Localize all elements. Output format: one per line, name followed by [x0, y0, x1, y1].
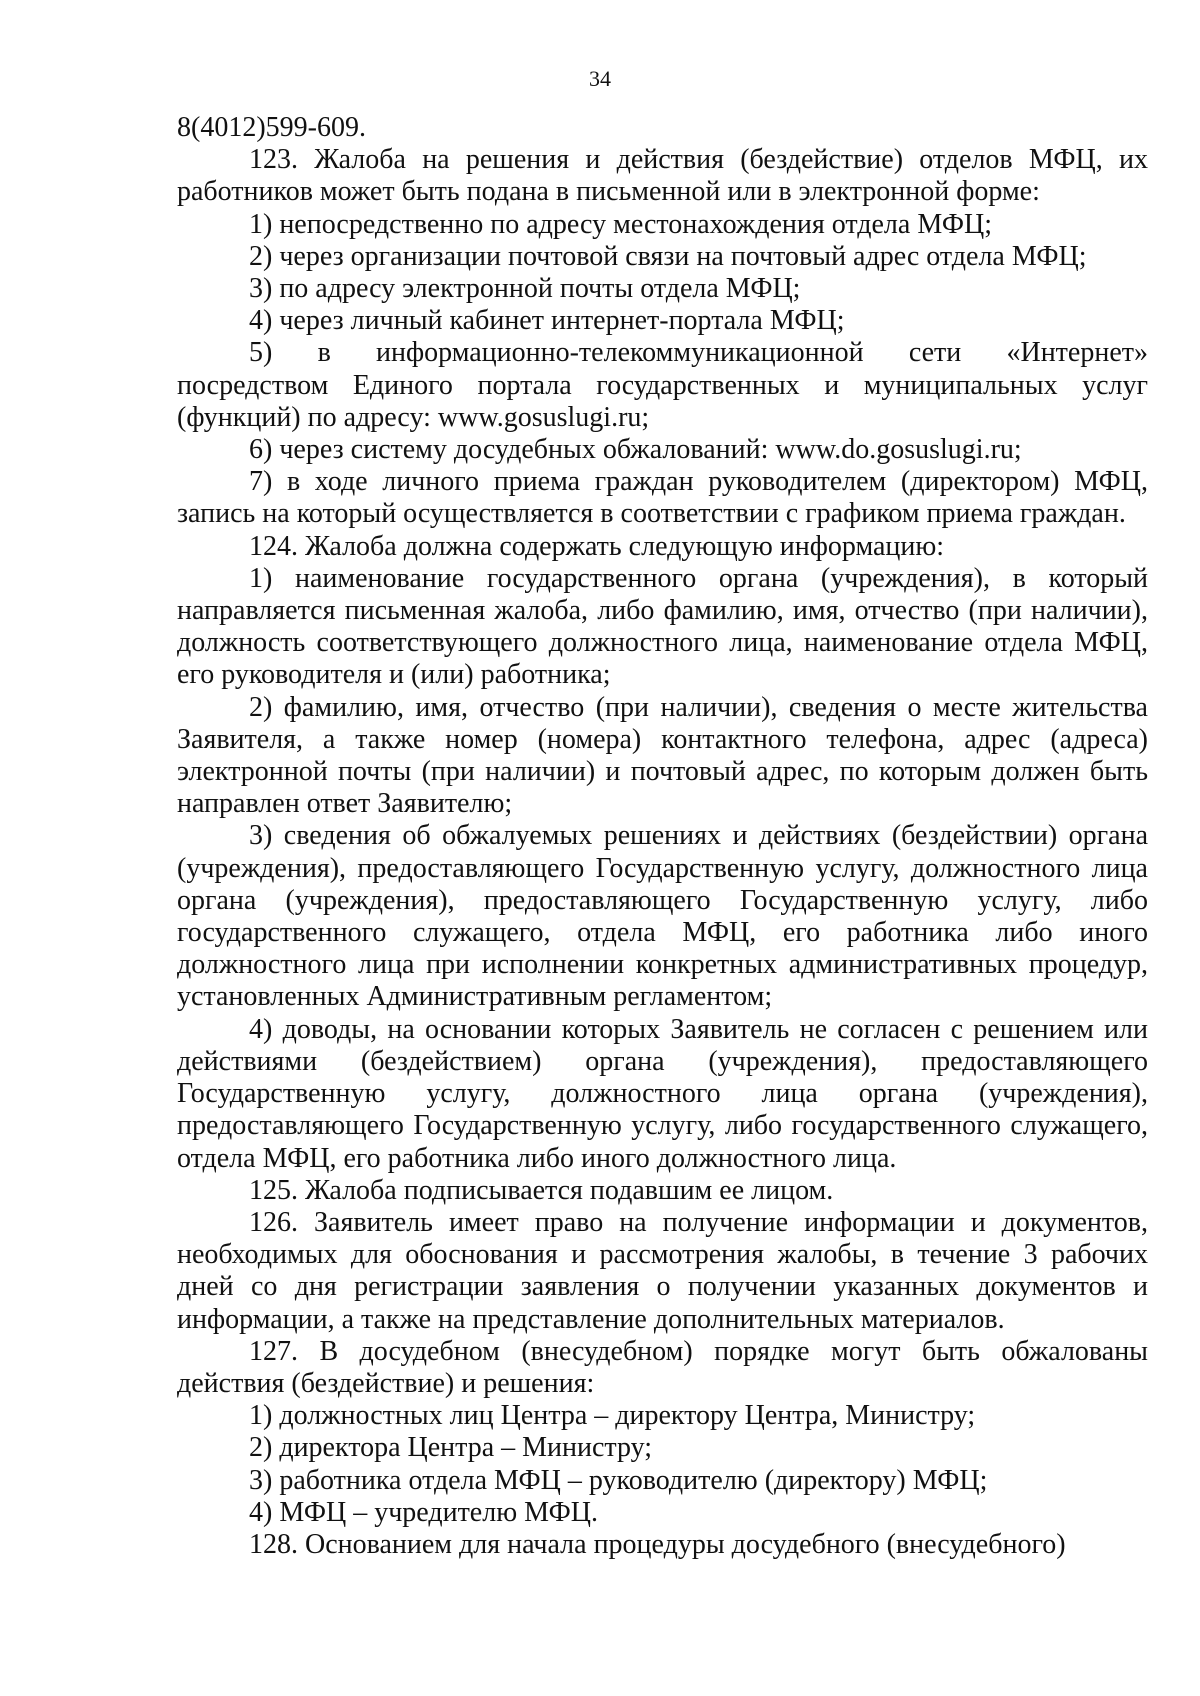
paragraph-125: 125. Жалоба подписывается подавшим ее лицом.	[249, 1174, 834, 1206]
list-item-127-1: 1) должностных лиц Центра – директору Центра, Министру;	[249, 1400, 976, 1432]
paragraph-128: 128. Основанием для начала процедуры досудебного (внесудебного)	[249, 1528, 1066, 1560]
list-item-124-4: 4) доводы, на основании которых Заявитель не согласен с решением или действиями (бездействием) органа (учреждения), предоставляющего Государственную услугу, должностного лица органа (учреждения), предоставляющего Государственную услугу, либо государственного служащего, отдела МФЦ, его работника либо иного должностного лица.	[177, 1013, 1148, 1174]
list-item-127-3: 3) работника отдела МФЦ – руководителю (директору) МФЦ;	[249, 1464, 988, 1496]
list-item-127-2: 2) директора Центра – Министру;	[249, 1432, 653, 1464]
list-item-123-1: 1) непосредственно по адресу местонахождения отдела МФЦ;	[249, 208, 992, 240]
paragraph-126: 126. Заявитель имеет право на получение информации и документов, необходимых для обоснования и рассмотрения жалобы, в течение 3 рабочих дней со дня регистрации заявления о получении указанных документов и информации, а также на представление дополнительных материалов.	[177, 1206, 1148, 1335]
list-item-123-2: 2) через организации почтовой связи на почтовый адрес отдела МФЦ;	[249, 240, 1087, 272]
list-item-123-6: 6) через систему досудебных обжалований: www.do.gosuslugi.ru;	[249, 434, 1022, 466]
paragraph-127: 127. В досудебном (внесудебном) порядке могут быть обжалованы действия (бездействие) и решения:	[177, 1335, 1148, 1399]
list-item-123-5: 5) в информационно-телекоммуникационной сети «Интернет» посредством Единого портала государственных и муниципальных услуг (функций) по адресу: www.gosuslugi.ru;	[177, 337, 1148, 433]
list-item-124-1: 1) наименование государственного органа (учреждения), в который направляется письменная жалоба, либо фамилию, имя, отчество (при наличии), должность соответствующего должностного лица, наименование отдела МФЦ, его руководителя и (или) работника;	[177, 562, 1148, 691]
list-item-124-2: 2) фамилию, имя, отчество (при наличии), сведения о месте жительства Заявителя, а также номер (номера) контактного телефона, адрес (адреса) электронной почты (при наличии) и почтовый адрес, по которым должен быть направлен ответ Заявителю;	[177, 691, 1148, 820]
list-item-123-3: 3) по адресу электронной почты отдела МФЦ;	[249, 273, 801, 305]
phone-continuation: 8(4012)599-609.	[177, 112, 366, 143]
list-item-123-7: 7) в ходе личного приема граждан руководителем (директором) МФЦ, запись на который осуществляется в соответствии с графиком приема граждан.	[177, 466, 1148, 530]
list-item-123-4: 4) через личный кабинет интернет-портала МФЦ;	[249, 305, 845, 337]
document-body	[177, 112, 1148, 1561]
paragraph-124: 124. Жалоба должна содержать следующую информацию:	[249, 530, 945, 562]
list-item-124-3: 3) сведения об обжалуемых решениях и действиях (бездействии) органа (учреждения), предоставляющего Государственную услугу, должностного лица органа (учреждения), предоставляющего Государственную услугу, либо государственного служащего, отдела МФЦ, его работника либо иного должностного лица при исполнении конкретных административных процедур, установленных Административным регламентом;	[177, 820, 1148, 1013]
paragraph-123: 123. Жалоба на решения и действия (бездействие) отделов МФЦ, их работников может быть подана в письменной или в электронной форме:	[177, 144, 1148, 208]
page-number: 34	[589, 66, 611, 91]
list-item-127-4: 4) МФЦ – учредителю МФЦ.	[249, 1496, 598, 1528]
